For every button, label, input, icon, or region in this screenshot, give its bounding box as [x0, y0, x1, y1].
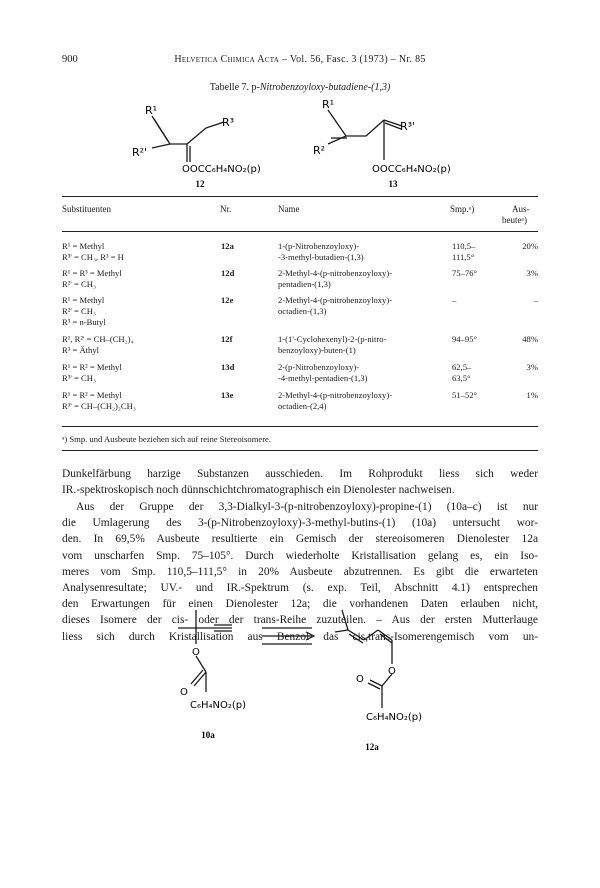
col-header-yield-2: beuteᵃ): [502, 215, 527, 225]
table-rule-footnote: [62, 450, 538, 451]
table-cell-nr: 13d: [221, 362, 235, 372]
text-line: den Erwartungen für einen Dienolester 12a; die vorhandenen Daten erlauben nicht,: [62, 598, 538, 611]
name-line: 1-(1'-Cyclohexenyl)-2-(p-nitro-: [278, 334, 387, 344]
substituent-line: R¹ = R³ = Methyl: [62, 268, 122, 278]
text-line: IR.-spektroskopisch noch dünnschichtchromatographisch ein Dienolester nachweisen.: [62, 484, 455, 497]
text-line: vom unscharfen Smp. 75–105°. Durch wiederholte Kristallisation gelang es, ein Iso-: [62, 549, 538, 562]
smp-line: 111,5°: [452, 252, 475, 262]
table-cell-substituents: [62, 334, 134, 356]
table-cell-smp: [452, 295, 456, 306]
name-line: benzoyloxy)-buten-(1): [278, 345, 356, 355]
table-cell-smp: [452, 334, 477, 345]
table-cell-name: [278, 295, 392, 317]
structure-13-label: 13: [388, 179, 398, 188]
structure-12-label: 12: [195, 179, 205, 188]
name-line: octadien-(1,3): [278, 306, 327, 316]
table-cell-smp: [452, 241, 475, 263]
table-cell-yield: 48%: [522, 334, 538, 344]
running-header: [0, 54, 600, 65]
table-cell-nr: 12e: [221, 295, 234, 305]
table-caption-title: Nitrobenzoyloxy-butadiene-(1,3): [259, 82, 391, 93]
table-cell-substituents: [62, 241, 124, 263]
substituent-line: R³' = CH–(CH₂)₂CH₃: [62, 401, 136, 411]
col-header-nr: Nr.: [220, 204, 232, 214]
table-cell-smp: [452, 390, 477, 401]
table-cell-smp: [452, 362, 471, 384]
table-cell-name: [278, 362, 367, 384]
table-rule-top: [62, 196, 538, 197]
structure-12-ester: OOCC₆H₄NO₂(p): [182, 164, 261, 175]
compound-10a-o1: O: [192, 647, 200, 658]
table-rule-header: [62, 231, 538, 232]
journal-issue: – Vol. 56, Fasc. 3 (1973) – Nr. 85: [279, 54, 426, 65]
substituent-line: R¹ = Methyl: [62, 241, 105, 251]
substituent-line: R²' = CH₃: [62, 306, 96, 316]
compound-10a-label: 10a: [201, 730, 215, 740]
name-line: pentadien-(1,3): [278, 279, 331, 289]
text-line: liess sich durch Kristallisation aus Benzol das cis,trans-Isomerengemisch vom un-: [62, 630, 538, 643]
structure-13-r-right: R³': [400, 120, 416, 133]
compound-12a-o1: O: [388, 666, 396, 677]
substituent-line: R³' = CH₃, R³ = H: [62, 252, 124, 262]
table-rule-bottom: [62, 426, 538, 427]
substituent-line: R³ = n-Butyl: [62, 317, 106, 327]
paragraph-1: [62, 466, 538, 498]
table-footnote: ᵃ) Smp. und Ausbeute beziehen sich auf reine Stereoisomere.: [62, 434, 272, 444]
structure-12: [152, 116, 224, 162]
col-header-yield-1: Aus-: [512, 204, 530, 214]
text-line: den. In 69,5% Ausbeute resultierte ein Gemisch der stereoisomeren Dienolester 12a: [62, 533, 538, 546]
rearrangement-arrow: [262, 628, 314, 644]
table-cell-substituents: [62, 295, 106, 328]
table-cell-name: [278, 241, 364, 263]
journal-name: Helvetica Chimica Acta: [174, 54, 280, 65]
smp-line: 75–76°: [452, 268, 477, 278]
table-cell-yield: 3%: [526, 268, 538, 278]
table-cell-substituents: [62, 362, 122, 384]
name-line: 2-Methyl-4-(p-nitrobenzoyloxy)-: [278, 268, 393, 278]
table-cell-smp: [452, 268, 477, 279]
table-cell-nr: 12f: [221, 334, 233, 344]
col-header-smp: Smp.ᵃ): [450, 204, 475, 214]
text-line: meres vom Smp. 110,5–111,5° in 20% Ausbeute abzutrennen. Es gibt die erwarteten: [62, 565, 538, 578]
substituent-line: R³' = CH₃: [62, 373, 96, 383]
structure-figures: [0, 96, 600, 188]
table-cell-name: [278, 390, 392, 412]
col-header-name: Name: [278, 204, 300, 214]
text-line: Analysenresultate; UV.- und IR.-Spektrum (s. exp. Teil, Abschnitt 4.1) entsprechen: [62, 582, 538, 595]
structure-12-r-top: R¹: [145, 104, 158, 117]
compound-10a-structure: [178, 610, 232, 692]
table-caption-prefix: Tabelle 7. p-: [209, 82, 260, 93]
structure-13-r-left: R²: [313, 144, 326, 157]
table-cell-yield: –: [533, 295, 538, 305]
structure-13-r-top: R¹: [322, 98, 335, 111]
smp-line: 110,5–: [452, 241, 476, 251]
text-line: Dunkelfärbung harzige Substanzen ausschieden. Im Rohprodukt liess sich weder: [62, 468, 538, 480]
table-cell-yield: 3%: [526, 362, 538, 372]
compound-10a-o2: O: [180, 687, 188, 698]
table-caption: [0, 82, 600, 93]
compound-12a-o2: O: [356, 674, 364, 685]
text-line: Aus der Gruppe der 3,3-Dialkyl-3-(p-nitrobenzoyloxy)-propine-(1) (10a–c) ist nur: [76, 501, 538, 513]
smp-line: 62,5–: [452, 362, 472, 372]
structure-12-r-right: R³: [222, 116, 235, 129]
substituent-line: R¹ = R² = Methyl: [62, 390, 122, 400]
compound-10a-group: C₆H₄NO₂(p): [190, 700, 247, 711]
table-cell-yield: 1%: [526, 390, 538, 400]
table-cell-nr: 12d: [221, 268, 235, 278]
name-line: 2-Methyl-4-(p-nitrobenzoyloxy)-: [278, 390, 393, 400]
compound-12a-structure: [335, 610, 392, 708]
col-header-substituents: Substituenten: [62, 204, 111, 214]
smp-line: –: [452, 295, 457, 305]
name-line: 1-(p-Nitrobenzoyloxy)-: [278, 241, 360, 251]
table-cell-nr: 12a: [221, 241, 234, 251]
compound-12a-label: 12a: [365, 742, 379, 752]
table-cell-yield: 20%: [522, 241, 538, 251]
name-line: -4-methyl-pentadien-(1,3): [278, 373, 368, 383]
name-line: 2-(p-Nitrobenzoyloxy)-: [278, 362, 360, 372]
table-cell-substituents: [62, 268, 122, 290]
table-cell-substituents: [62, 390, 136, 412]
substituent-line: R²' = CH₃: [62, 279, 96, 289]
smp-line: 63,5°: [452, 373, 471, 383]
substituent-line: R³ = Äthyl: [62, 345, 100, 355]
text-line: die Umlagerung des 3-(p-Nitrobenzoyloxy)-3-methyl-butins-(1) (10a) untersucht wor-: [62, 517, 538, 530]
name-line: octadien-(2,4): [278, 401, 327, 411]
substituent-line: R¹ = Methyl: [62, 295, 105, 305]
name-line: 2-Methyl-4-(p-nitrobenzoyloxy)-: [278, 295, 393, 305]
name-line: -3-methyl-butadien-(1,3): [278, 252, 364, 262]
text-line: dieses Isomere der cis- oder der trans-Reihe zuzuteilen. – Aus der ersten Mutterlauge: [62, 614, 538, 627]
table-cell-name: [278, 334, 386, 356]
substituent-line: R¹, R²' = CH–(CH₂)₄: [62, 334, 134, 344]
substituent-line: R¹ = R² = Methyl: [62, 362, 122, 372]
smp-line: 51–52°: [452, 390, 477, 400]
page-number: 900: [62, 54, 78, 65]
table-cell-name: [278, 268, 392, 290]
smp-line: 94–95°: [452, 334, 477, 344]
structure-13-ester: OOCC₆H₄NO₂(p): [372, 164, 451, 175]
reaction-scheme: [0, 600, 600, 760]
compound-12a-group: C₆H₄NO₂(p): [366, 712, 423, 723]
structure-12-r-left: R²': [132, 146, 148, 159]
structure-13: [328, 110, 402, 160]
table-cell-nr: 13e: [221, 390, 234, 400]
